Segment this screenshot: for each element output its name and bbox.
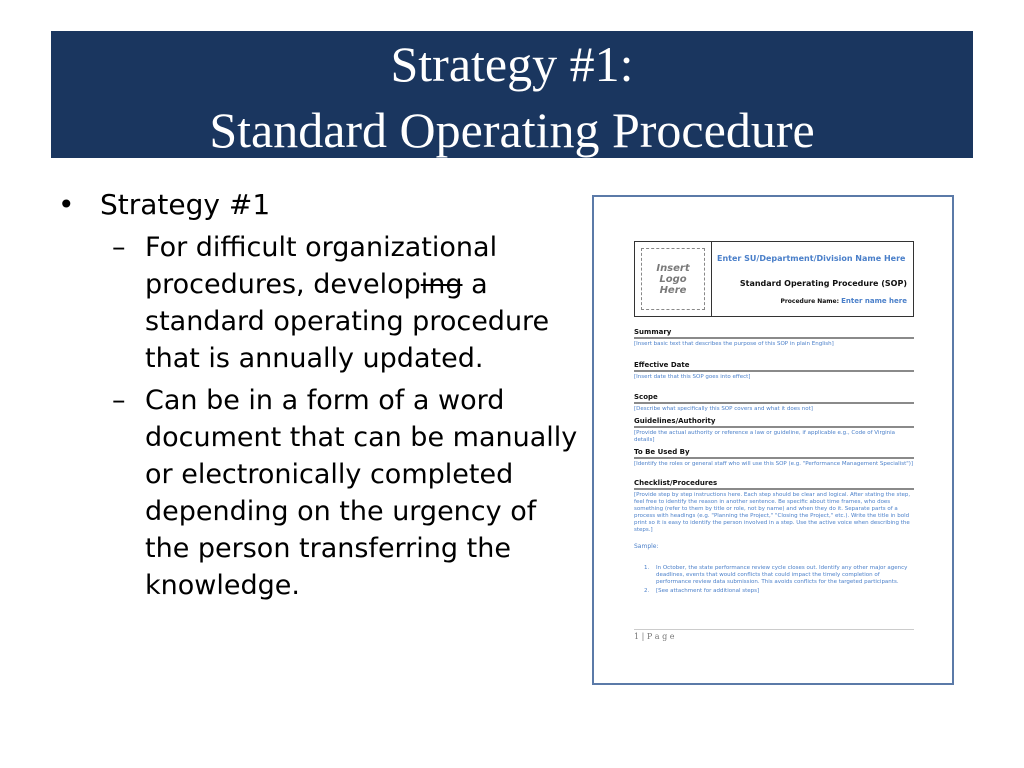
section-heading: Checklist/Procedures [634, 479, 914, 490]
dash-marker: – [112, 385, 126, 416]
sub-bullet-1-strike: ing [420, 269, 463, 300]
section-body: [Insert date that this SOP goes into effect] [634, 374, 751, 380]
procedure-value: Enter name here [841, 297, 907, 305]
logo-text-2: Logo [659, 274, 687, 285]
sample-list [644, 565, 910, 597]
doc-title: Standard Operating Procedure (SOP) [739, 279, 907, 288]
section-body: [Provide step by step instructions here. Each step should be clear and logical. After stating the step, feel free to identify the reason in another sentence. Be specific about time frames, who does something (refer to them by title or role, not by name) and when they do it. Separate parts of a process with headings (e.g. "Planning the Project," "Closing the Project," etc.). Write the title in bold print so it is easy to identify the person involved in a step. Use the active voice when describing the steps.] [634, 492, 911, 533]
sub-bullet-1-pre: For difficult organizational procedures, develop [145, 232, 498, 300]
doc-header [634, 241, 914, 317]
list-item [644, 588, 910, 595]
doc-section-effective-date [634, 361, 914, 381]
section-heading: Summary [634, 328, 914, 339]
list-item [644, 565, 910, 586]
doc-procedure-name [780, 297, 907, 305]
procedure-label: Procedure Name: [780, 298, 840, 305]
list-number: 1. [644, 565, 650, 571]
bullet-list [58, 186, 578, 604]
bullet-dot: • [58, 188, 75, 221]
logo-placeholder [641, 248, 705, 310]
section-body: [Describe what specifically this SOP covers and what it does not] [634, 406, 813, 412]
bullet-item-main [58, 186, 578, 224]
section-body: [Insert basic text that describes the purpose of this SOP in plain English] [634, 341, 834, 347]
section-heading: Effective Date [634, 361, 914, 372]
footer-divider [634, 629, 914, 630]
logo-text-1: Insert [656, 263, 690, 274]
sub-bullet-1-text [145, 229, 578, 377]
slide-title-line2: Standard Operating Procedure [209, 102, 815, 158]
section-heading: Scope [634, 393, 914, 404]
section-body: [Identify the roles or general staff who will use this SOP (e.g. "Performance Management Specialist")] [634, 461, 914, 467]
logo-text-3: Here [659, 285, 687, 296]
sub-bullet-2 [112, 382, 578, 604]
doc-section-used-by [634, 448, 914, 468]
divider [711, 242, 712, 316]
page-footer: 1 | P a g e [634, 632, 675, 641]
doc-section-summary [634, 328, 914, 348]
doc-section-checklist [634, 479, 914, 534]
doc-department: Enter SU/Department/Division Name Here [717, 254, 906, 263]
list-number: 2. [644, 588, 650, 594]
slide-title-line1: Strategy #1: [390, 36, 634, 92]
doc-section-guidelines [634, 417, 914, 444]
dash-marker: – [112, 232, 126, 263]
title-banner [51, 31, 973, 158]
sop-document-thumbnail [592, 195, 954, 685]
section-heading: Guidelines/Authority [634, 417, 914, 428]
list-text: [See attachment for additional steps] [656, 588, 760, 594]
bullet-main-text: Strategy #1 [100, 188, 271, 221]
doc-section-scope [634, 393, 914, 413]
sub-bullet-1-post: a standard operating procedure that is annually updated. [145, 269, 550, 374]
list-text: In October, the state performance review cycle closes out. Identify any other major agency deadlines, events that would conflicts that could impact the timely completion of performance review data submission. This avoids conflicts for the targeted participants. [656, 565, 908, 585]
section-heading: To Be Used By [634, 448, 914, 459]
sub-bullet-2-text: Can be in a form of a word document that can be manually or electronically completed depending on the urgency of the person transferring the knowledge. [145, 385, 578, 601]
section-body: [Provide the actual authority or reference a law or guideline, if applicable e.g., Code of Virginia details] [634, 430, 896, 443]
sub-bullet-1 [112, 229, 578, 377]
sample-label: Sample: [634, 543, 659, 550]
